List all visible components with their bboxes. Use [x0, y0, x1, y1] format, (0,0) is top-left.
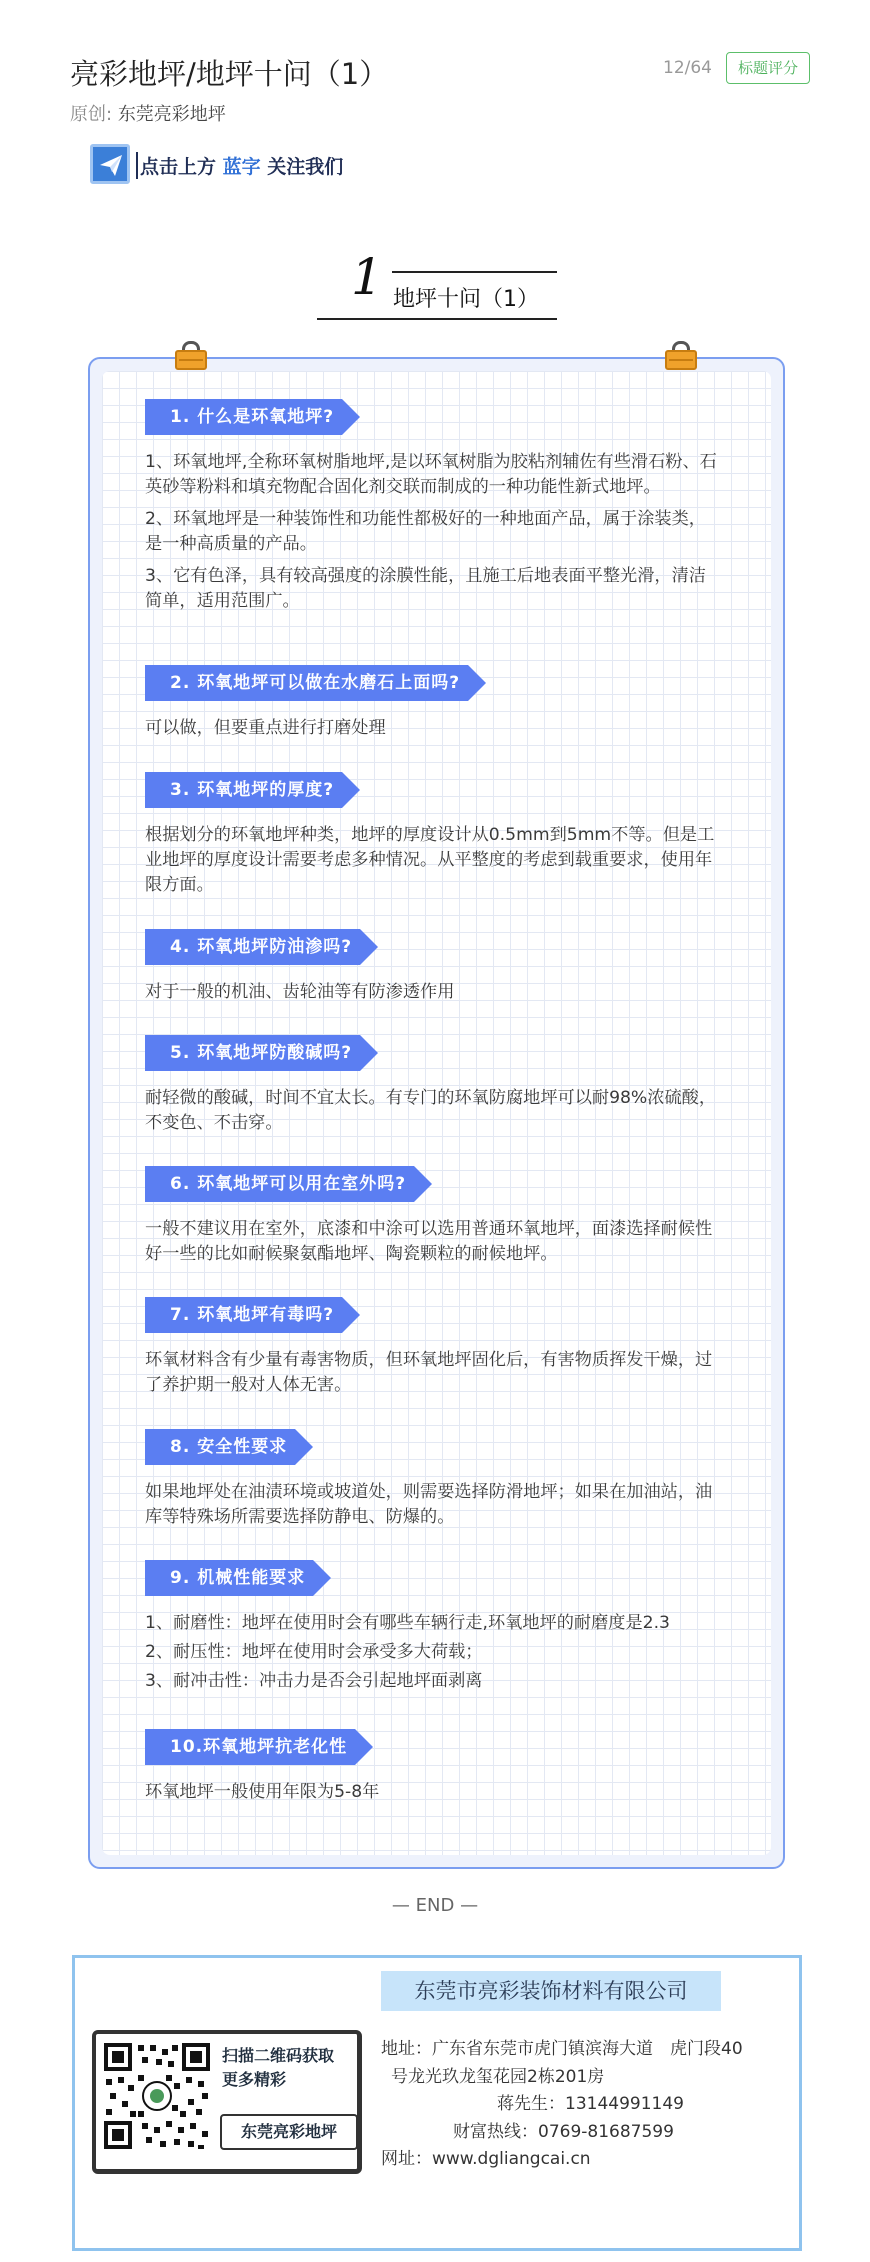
qa-item [145, 665, 720, 748]
binder-clip-icon [175, 341, 207, 371]
answer-paragraph: 耐轻微的酸碱，时间不宜太长。有专门的环氧防腐地坪可以耐98%浓硫酸，不变色、不击穿。 [145, 1088, 717, 1133]
company-info [381, 2036, 781, 2174]
title-bar [70, 52, 810, 92]
answer-paragraph: 2、耐压性：地坪在使用时会承受多大荷载； [145, 1642, 483, 1662]
answer [145, 980, 720, 1005]
answer [145, 823, 720, 898]
answer-paragraph: 3、它有色泽，具有较高强度的涂膜性能，且施工后地表面平整光滑，清洁简单，适用范围广。 [145, 566, 706, 611]
question-tag: 1. 什么是环氧地坪? [145, 399, 342, 435]
binder-clip-icon [665, 341, 697, 371]
article-title: 亮彩地坪/地坪十问（1） [70, 57, 389, 91]
qa-item [145, 1297, 720, 1405]
company-name: 东莞市亮彩装饰材料有限公司 [381, 1971, 721, 2011]
qa-item [145, 1429, 720, 1537]
article-meta [70, 100, 226, 126]
account-name-button[interactable]: 东莞亮彩地坪 [220, 2114, 358, 2150]
answer-paragraph: 根据划分的环氧地坪种类，地坪的厚度设计从0.5mm到5mm不等。但是工业地坪的厚度设计需要考虑多种情况。从平整度的考虑到载重要求，使用年限方面。 [145, 825, 715, 895]
answer-paragraph: 对于一般的机油、齿轮油等有防渗透作用 [145, 982, 455, 1002]
company-card [72, 1955, 802, 2251]
rate-title-button[interactable]: 标题评分 [726, 52, 810, 84]
blue-word: 蓝字 [222, 156, 261, 178]
qr-card [92, 2030, 362, 2174]
answer-paragraph: 1、环氧地坪,全称环氧树脂地坪,是以环氧树脂为胶粘剂辅佐有些滑石粉、石英砂等粉料和填充物配合固化剂交联而制成的一种功能性新式地坪。 [145, 452, 717, 497]
question-tag: 5. 环氧地坪防酸碱吗? [145, 1035, 360, 1071]
question-tag: 7. 环氧地坪有毒吗? [145, 1297, 342, 1333]
qa-item [145, 1560, 720, 1701]
section-heading [317, 250, 557, 325]
question-tag: 6. 环氧地坪可以用在室外吗? [145, 1166, 414, 1202]
answer [145, 1611, 720, 1694]
answer-paragraph: 1、耐磨性：地坪在使用时会有哪些车辆行走,环氧地坪的耐磨度是2.3 [145, 1613, 670, 1633]
qr-code-icon[interactable] [102, 2041, 212, 2151]
answer [145, 716, 720, 741]
qa-item [145, 772, 720, 905]
answer [145, 450, 720, 614]
answer-paragraph: 环氧材料含有少量有毒害物质，但环氧地坪固化后，有害物质挥发干燥，过了养护期一般对人体无害。 [145, 1350, 713, 1395]
website-link[interactable]: 网址：www.dgliangcai.cn [381, 2149, 591, 2169]
qa-item [145, 1729, 720, 1812]
answer [145, 1086, 720, 1136]
divider [392, 271, 557, 273]
question-tag: 4. 环氧地坪防油渗吗? [145, 929, 360, 965]
answer-paragraph: 如果地坪处在油渍环境或坡道处，则需要选择防滑地坪；如果在加油站，油库等特殊场所需要选择防静电、防爆的。 [145, 1482, 713, 1527]
address-line: 号龙光玖龙玺花园2栋201房 [391, 2066, 605, 2087]
answer-paragraph: 一般不建议用在室外，底漆和中涂可以选用普通环氧地坪，面漆选择耐候性好一些的比如耐候聚氨酯地坪、陶瓷颗粒的耐候地坪。 [145, 1219, 713, 1264]
qa-item [145, 399, 720, 621]
answer-paragraph: 3、耐冲击性：冲击力是否会引起地坪面剥离 [145, 1671, 483, 1691]
page-counter: 12/64 [663, 58, 712, 78]
qa-item [145, 929, 720, 1012]
contact-line: 蒋先生：13144991149 [497, 2094, 684, 2114]
section-number: 1 [351, 248, 383, 306]
end-marker: — END — [391, 1895, 479, 1916]
answer-paragraph: 环氧地坪一般使用年限为5-8年 [145, 1782, 380, 1802]
paper-plane-icon [90, 144, 130, 184]
divider [317, 318, 557, 320]
qa-item [145, 1035, 720, 1143]
address-line: 地址：广东省东莞市虎门镇滨海大道 虎门段40 [381, 2039, 743, 2059]
author-link[interactable]: 东莞亮彩地坪 [117, 104, 226, 125]
answer [145, 1480, 720, 1530]
origin-label: 原创: [70, 104, 113, 125]
answer [145, 1780, 720, 1805]
question-tag: 9. 机械性能要求 [145, 1560, 313, 1596]
answer-paragraph: 可以做，但要重点进行打磨处理 [145, 718, 386, 738]
qa-item [145, 1166, 720, 1274]
question-tag: 3. 环氧地坪的厚度? [145, 772, 342, 808]
answer [145, 1217, 720, 1267]
section-title: 地坪十问（1） [393, 287, 539, 312]
question-tag: 8. 安全性要求 [145, 1429, 295, 1465]
answer-paragraph: 2、环氧地坪是一种装饰性和功能性都极好的一种地面产品，属于涂装类，是一种高质量的产品。 [145, 509, 706, 554]
question-tag: 10.环氧地坪抗老化性 [145, 1729, 355, 1765]
hotline-line: 财富热线：0769-81687599 [453, 2121, 674, 2142]
follow-text: 点击上方 蓝字 关注我们 [136, 152, 343, 179]
question-tag: 2. 环氧地坪可以做在水磨石上面吗? [145, 665, 468, 701]
answer [145, 1348, 720, 1398]
qr-caption: 扫描二维码获取 更多精彩 [222, 2046, 335, 2089]
